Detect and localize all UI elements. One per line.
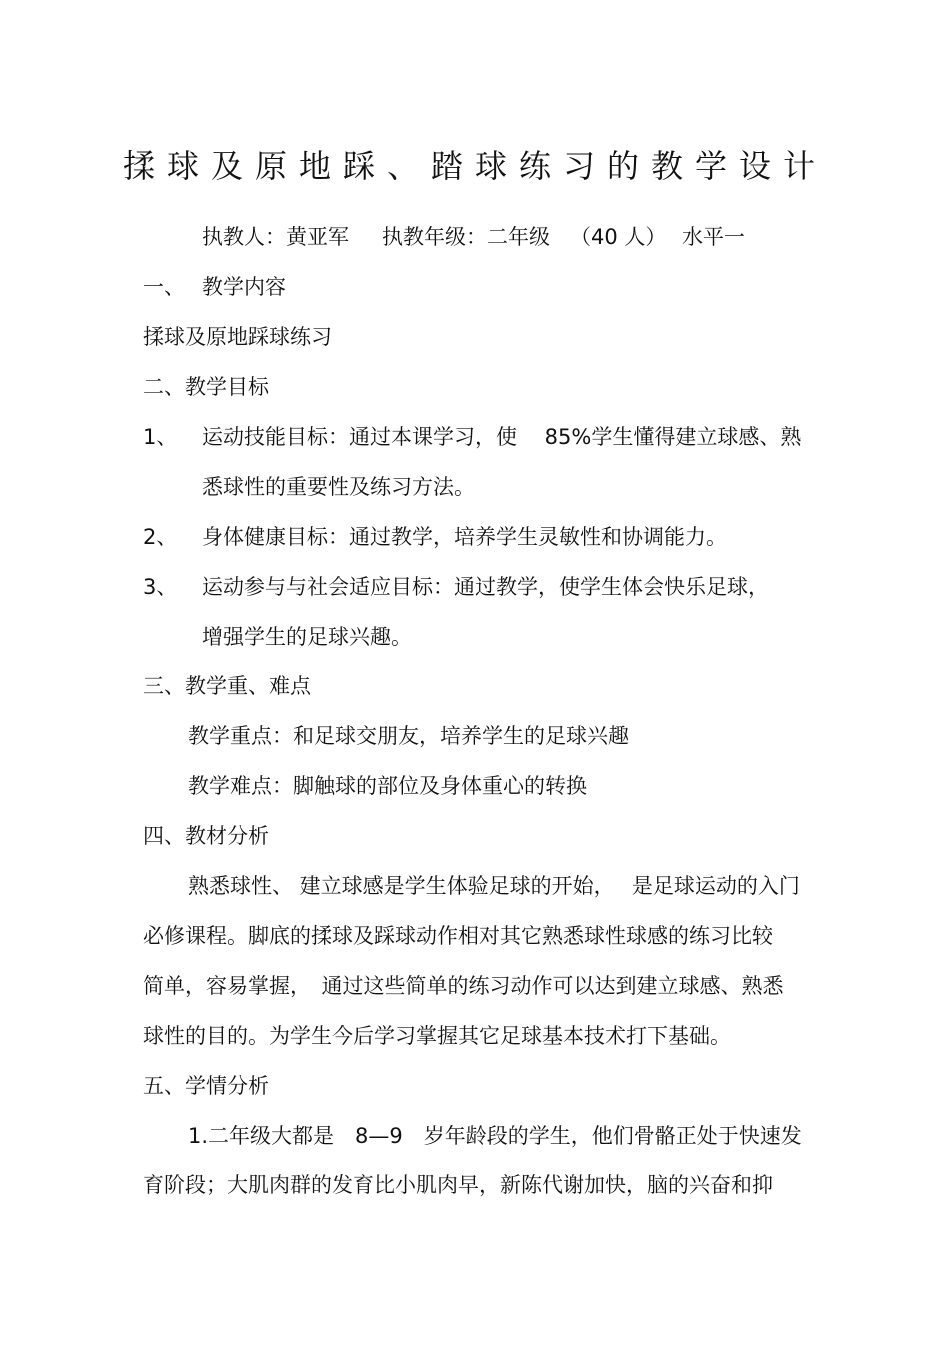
difficult-point: 教学难点：脚触球的部位及身体重心的转换 bbox=[188, 774, 587, 798]
section-1-body: 揉球及原地踩球练习 bbox=[143, 325, 332, 349]
goal-3-line-2: 增强学生的足球兴趣。 bbox=[202, 625, 412, 649]
key-point: 教学重点：和足球交朋友，培养学生的足球兴趣 bbox=[188, 724, 629, 748]
section-1-number: 一、 bbox=[143, 275, 185, 299]
goal-2-number: 2、 bbox=[143, 525, 178, 549]
section-3-heading: 三、教学重、难点 bbox=[143, 674, 311, 698]
grade-info: 执教年级：二年级 bbox=[382, 225, 550, 249]
section-5-line-1: 1.二年级大都是 8—9 岁年龄段的学生，他们骨骼正处于快速发 bbox=[188, 1124, 802, 1148]
goal-3-line-1: 运动参与与社会适应目标：通过教学，使学生体会快乐足球， bbox=[202, 575, 769, 599]
goal-1-number: 1、 bbox=[143, 425, 178, 449]
student-count: （40 人） bbox=[570, 225, 667, 249]
section-4-heading: 四、教材分析 bbox=[143, 824, 269, 848]
section-4-line-3: 简单，容易掌握， 通过这些简单的练习动作可以达到建立球感、熟悉 bbox=[143, 974, 784, 998]
goal-3-number: 3、 bbox=[143, 575, 178, 599]
section-5-line-2: 育阶段；大肌肉群的发育比小肌肉早，新陈代谢加快，脑的兴奋和抑 bbox=[143, 1173, 773, 1197]
section-4-line-1: 熟悉球性、 建立球感是学生体验足球的开始， 是足球运动的入门 bbox=[188, 874, 800, 898]
document-title: 揉球及原地踩、踏球练习的教学设计 bbox=[122, 147, 827, 185]
section-5-heading: 五、学情分析 bbox=[143, 1074, 269, 1098]
section-4-line-2: 必修课程。脚底的揉球及踩球动作相对其它熟悉球性球感的练习比较 bbox=[143, 924, 773, 948]
section-2-heading: 二、教学目标 bbox=[143, 375, 269, 399]
level-info: 水平一 bbox=[682, 225, 745, 249]
goal-1-line-2: 悉球性的重要性及练习方法。 bbox=[202, 475, 475, 499]
teacher-info: 执教人：黄亚军 bbox=[202, 225, 349, 249]
goal-2-line-1: 身体健康目标：通过教学，培养学生灵敏性和协调能力。 bbox=[202, 525, 727, 549]
goal-1-line-1: 运动技能目标：通过本课学习，使 85%学生懂得建立球感、熟 bbox=[202, 425, 802, 449]
section-1-heading: 教学内容 bbox=[202, 275, 286, 299]
section-4-line-4: 球性的目的。为学生今后学习掌握其它足球基本技术打下基础。 bbox=[143, 1024, 731, 1048]
